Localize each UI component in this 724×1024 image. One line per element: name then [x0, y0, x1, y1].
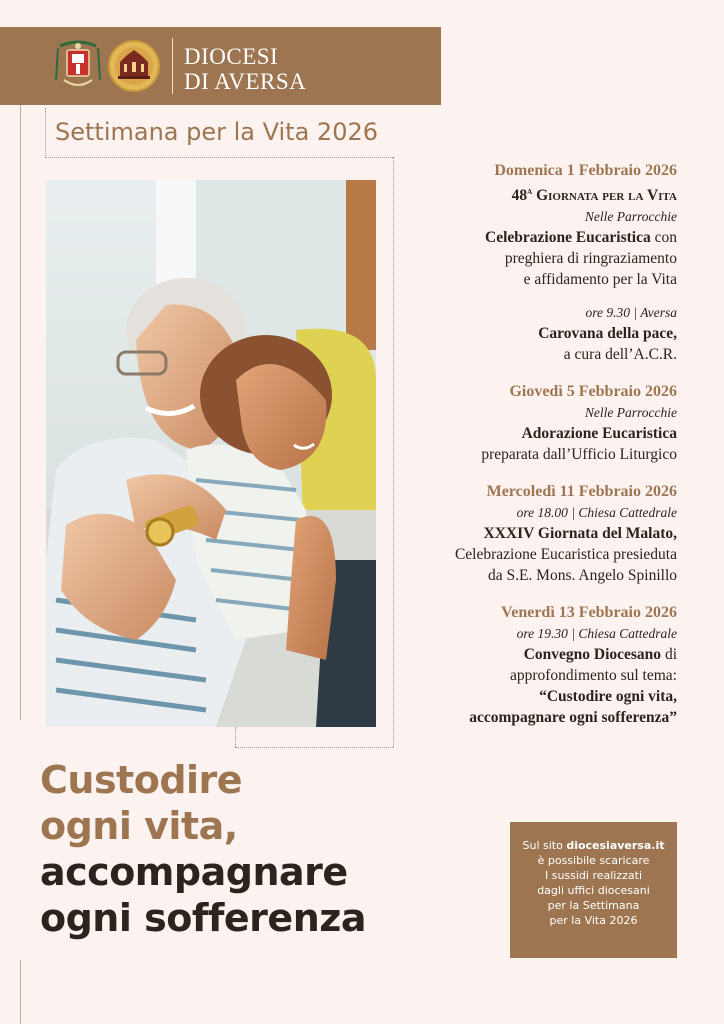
schedule-strong: Adorazione Eucaristica — [521, 425, 677, 443]
info-box-site-line — [510, 838, 677, 853]
decorative-dotted-line — [393, 157, 394, 747]
schedule-strong: Convegno Diocesano — [523, 646, 662, 664]
schedule-description — [395, 227, 677, 248]
heading-number: 48 — [511, 187, 528, 205]
info-box-line: I sussidi realizzati — [544, 869, 643, 882]
schedule-line: preparata dall’Ufficio Liturgico — [481, 446, 677, 464]
schedule-quote-line: “Custodire ogni vita, — [539, 688, 677, 706]
schedule-after-strong: con — [650, 229, 677, 247]
schedule-line: a cura dell’A.C.R. — [563, 346, 677, 364]
schedule-entry — [395, 602, 677, 728]
schedule-entry — [395, 481, 677, 586]
schedule-strong: XXXIV Giornata del Malato, — [483, 525, 677, 543]
slogan-line: accompagnare — [40, 850, 348, 894]
diocese-name-line2: DI AVERSA — [184, 69, 307, 94]
schedule-line: Celebrazione Eucaristica presieduta — [454, 546, 677, 564]
schedule-location: ore 18.00 | Chiesa Cattedrale — [516, 505, 677, 521]
heading-ordinal: a — [527, 186, 533, 197]
schedule-location: Nelle Parrocchie — [584, 405, 677, 421]
slogan-line: ogni vita, — [40, 804, 238, 848]
heading-text: Giornata per la Vita — [532, 187, 677, 205]
decorative-dotted-line — [235, 727, 236, 747]
download-info-box — [510, 822, 677, 958]
schedule-strong: Carovana della pace, — [538, 325, 677, 343]
schedule-quote-line: accompagnare ogni sofferenza” — [469, 709, 677, 727]
schedule-time-location: ore 9.30 | Aversa — [585, 305, 677, 321]
elderly-woman-hugging-child-photo — [46, 180, 376, 727]
info-box-line: per la Settimana — [547, 899, 640, 912]
slogan — [40, 757, 366, 941]
event-title: Settimana per la Vita 2026 — [55, 118, 379, 146]
decorative-dotted-line — [235, 747, 393, 748]
diocese-name-line1: DIOCESI — [184, 44, 279, 69]
event-schedule — [395, 160, 677, 744]
info-box-line: dagli uffici diocesani — [537, 884, 650, 897]
decorative-line — [20, 105, 21, 720]
schedule-date: Mercoledì 11 Febbraio 2026 — [486, 483, 677, 501]
schedule-heading — [395, 181, 677, 206]
decorative-dotted-line — [45, 157, 393, 158]
schedule-description — [395, 644, 677, 665]
cathedral-seal-icon — [108, 40, 160, 92]
website-link[interactable]: diocesiaversa.it — [566, 839, 665, 852]
episcopal-coat-of-arms-icon — [54, 40, 102, 92]
decorative-dotted-line — [45, 108, 46, 156]
schedule-line: approfondimento sul tema: — [509, 667, 677, 685]
schedule-line: preghiera di ringraziamento — [504, 250, 677, 268]
schedule-after-strong: di — [661, 646, 677, 664]
schedule-date: Giovedì 5 Febbraio 2026 — [509, 383, 677, 401]
header-divider — [172, 38, 173, 94]
decorative-line — [20, 960, 21, 1024]
diocese-name — [184, 44, 384, 94]
schedule-line: da S.E. Mons. Angelo Spinillo — [487, 567, 677, 585]
schedule-location: ore 19.30 | Chiesa Cattedrale — [516, 626, 677, 642]
schedule-subentry — [395, 302, 677, 365]
schedule-entry — [395, 160, 677, 365]
schedule-line: e affidamento per la Vita — [523, 271, 677, 289]
schedule-date: Venerdì 13 Febbraio 2026 — [501, 604, 677, 622]
schedule-location: Nelle Parrocchie — [584, 209, 677, 225]
slogan-line: ogni sofferenza — [40, 896, 367, 940]
info-box-line: per la Vita 2026 — [549, 914, 638, 927]
schedule-strong: Celebrazione Eucaristica — [485, 229, 651, 247]
slogan-line: Custodire — [40, 758, 243, 802]
info-box-line: è possibile scaricare — [537, 854, 650, 867]
schedule-entry — [395, 381, 677, 465]
info-box-prefix: Sul sito — [522, 839, 567, 852]
schedule-date: Domenica 1 Febbraio 2026 — [494, 162, 677, 179]
